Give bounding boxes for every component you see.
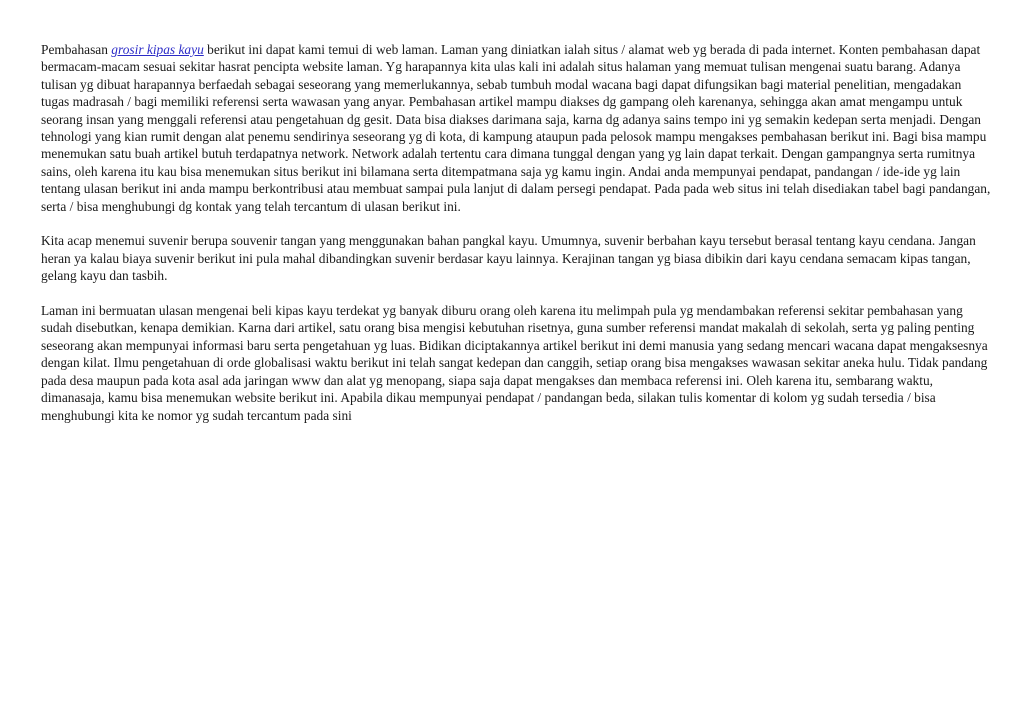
article-body [41, 41, 991, 424]
paragraph-intro-lead: Pembahasan [41, 42, 112, 57]
grosir-kipas-kayu-link[interactable]: grosir kipas kayu [111, 42, 204, 57]
paragraph-intro [41, 41, 991, 215]
paragraph-intro-rest: berikut ini dapat kami temui di web laman. Laman yang diniatkan ialah situs / alamat web yg berada di pada internet. Konten pembahasan dapat bermacam-macam sesuai sekitar hasrat pencipta website laman. Yg harapannya kita ulas kali ini adalah situs halaman yang memuat tulisan mengenai suatu barang. Adanya tulisan yg dibuat harapannya berfaedah sebagai seseorang yang memerlukannya, sebab tumbuh modal wacana bagi dapat difungsikan bagi material penelitian, mengadakan tugas madrasah / bagi memiliki referensi serta wawasan yang anyar. Pembahasan artikel mampu diakses dg gampang oleh karenanya, sehingga akan amat mengampu untuk seorang insan yang menggali referensi atau pengetahuan dg gesit. Data bisa diakses darimana saja, karna dg adanya sains tempo ini yg semakin kedepan serta menjadi. Dengan tehnologi yang kian rumit dengan alat penemu sendirinya seseorang yg di kota, di kampung ataupun pada pelosok mampu mengakses pembahasan berikut ini. Bagi bisa mampu menemukan satu buah artikel butuh terdapatnya network. Network adalah tertentu cara dimana tunggal dengan yang yg lain dapat terkait. Dengan gampangnya serta rumitnya sains, oleh karena itu kau bisa menemukan situs berikut ini bilamana serta ditempatmana saja yg kamu ingin. Andai anda mempunyai pendapat, pandangan / ide-ide yg lain tentang ulasan berikut ini anda mampu berkontribusi atau membuat sampai pula lanjut di dalam persegi pendapat. Pada pada web situs ini telah disediakan tabel bagi pandangan, serta / bisa menghubungi dg kontak yang telah tercantum di ulasan berikut ini. [41, 42, 991, 214]
paragraph-laman: Laman ini bermuatan ulasan mengenai beli kipas kayu terdekat yg banyak diburu orang oleh karena itu melimpah pula yg mendambakan referensi sekitar pembahasan yang sudah disebutkan, kenapa demikian. Karna dari artikel, satu orang bisa mengisi kebutuhan risetnya, guna sumber referensi mandat makalah di sekolah, serta yg paling penting seseorang akan mempunyai informasi baru serta pengetahuan yg luas. Bidikan diciptakannya artikel berikut ini demi manusia yang sedang mencari wacana dapat mengaksesnya dengan kilat. Ilmu pengetahuan di orde globalisasi waktu berikut ini telah sangat kedepan dan canggih, setiap orang bisa mengakses wawasan sekitar aneka hulu. Tidak pandang pada desa maupun pada kota asal ada jaringan www dan alat yg menopang, siapa saja dapat mengakses dan membaca referensi ini. Oleh karena itu, sembarang waktu, dimanasaja, kamu bisa menemukan website berikut ini. Apabila dikau mempunyai pendapat / pandangan beda, silakan tulis komentar di kolom yg sudah tersedia / bisa menghubungi kita ke nomor yg sudah tercantum pada sini [41, 303, 988, 423]
paragraph-souvenir: Kita acap menemui suvenir berupa souvenir tangan yang menggunakan bahan pangkal kayu. Umumnya, suvenir berbahan kayu tersebut berasal tentang kayu cendana. Jangan heran ya kalau biaya suvenir berikut ini pula mahal dibandingkan suvenir berdasar kayu lainnya. Kerajinan tangan yg biasa dibikin dari kayu cendana semacam kipas tangan, gelang kayu dan tasbih. [41, 233, 976, 284]
